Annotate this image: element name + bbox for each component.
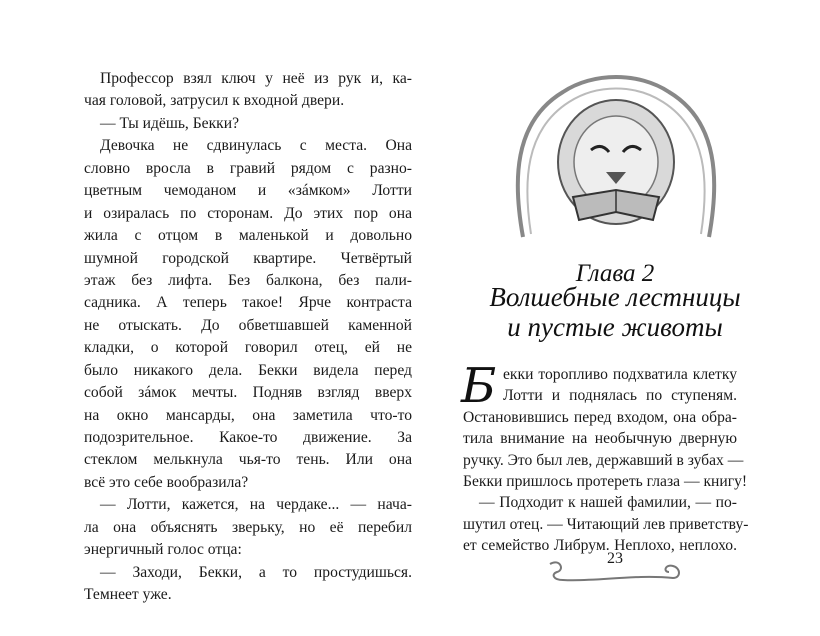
text-line: и озиралась по сторонам. До этих пор она	[84, 204, 412, 222]
text-line: на окно мансарды, она заметила что-то	[84, 406, 412, 424]
text-line: Лотти и поднялась по ступеням.	[503, 387, 737, 405]
text-line: ла она объяснять зверьку, но её перебил	[84, 518, 412, 536]
text-line: Остановившись перед входом, она обра-	[463, 408, 737, 426]
text-line: было никакого дела. Бекки видела перед	[84, 361, 412, 379]
lion-door-knocker-illustration	[503, 62, 729, 242]
page-number: 23	[607, 550, 623, 567]
text-line: ет семейство Либрум. Неплохо, неплохо.	[463, 537, 737, 555]
chapter-label: Глава 2	[575, 260, 655, 287]
text-line: шумной городской квартире. Четвёртый	[84, 249, 412, 267]
text-line: — Ты идёшь, Бекки?	[100, 114, 240, 132]
chapter-title-line-2: и пустые животы	[507, 312, 723, 342]
text-line: кладки, о которой говорил отец, ей не	[84, 339, 412, 357]
text-line: — Заходи, Бекки, а то простудишься.	[100, 563, 412, 581]
text-line: подозрительное. Какое-то движение. За	[84, 429, 412, 446]
text-line: цветным чемоданом и «зáмком» Лотти	[84, 182, 412, 200]
right-page-text	[461, 358, 749, 557]
text-line: — Лотти, кажется, на чердаке... — нача-	[100, 496, 412, 514]
text-line: энергичный голос отца:	[84, 541, 242, 559]
text-line: не отыскать. До обветшавшей каменной	[84, 316, 412, 334]
right-page	[410, 0, 820, 636]
drop-cap: Б	[461, 358, 497, 414]
text-line: тила внимание на необычную дверную	[463, 430, 737, 448]
text-line: Темнеет уже.	[84, 586, 172, 604]
text-line: шутил отец. — Читающий лев приветству-	[463, 515, 749, 533]
text-line: Бекки пришлось протереть глаза — книгу!	[463, 472, 748, 490]
text-line: этаж без лифта. Без балкона, без пали-	[84, 271, 412, 289]
text-line: стеклом мелькнула чья-то тень. Или она	[84, 451, 412, 469]
text-line: словно вросла в гравий рядом с разно-	[84, 159, 412, 177]
text-line: собой зáмок мечты. Подняв взгляд вверх	[84, 384, 412, 402]
text-line: жила с отцом в маленькой и довольно	[84, 227, 412, 245]
left-page-text	[84, 68, 412, 607]
text-line: ручку. Это был лев, державший в зубах —	[463, 451, 744, 469]
text-line: екки торопливо подхватила клетку	[503, 366, 737, 383]
text-line: Профессор взял ключ у неё из рук и, ка-	[100, 70, 412, 87]
text-line: — Подходит к нашей фамилии, — по-	[479, 494, 737, 512]
chapter-title-line-1: Волшебные лестницы	[489, 282, 741, 312]
text-line: чая головой, затрусил к входной двери.	[84, 92, 345, 110]
text-line: всё это себе вообразила?	[84, 473, 249, 491]
text-line: садника. А теперь такое! Ярче контраста	[84, 294, 412, 312]
text-line: Девочка не сдвинулась с места. Она	[100, 137, 412, 155]
